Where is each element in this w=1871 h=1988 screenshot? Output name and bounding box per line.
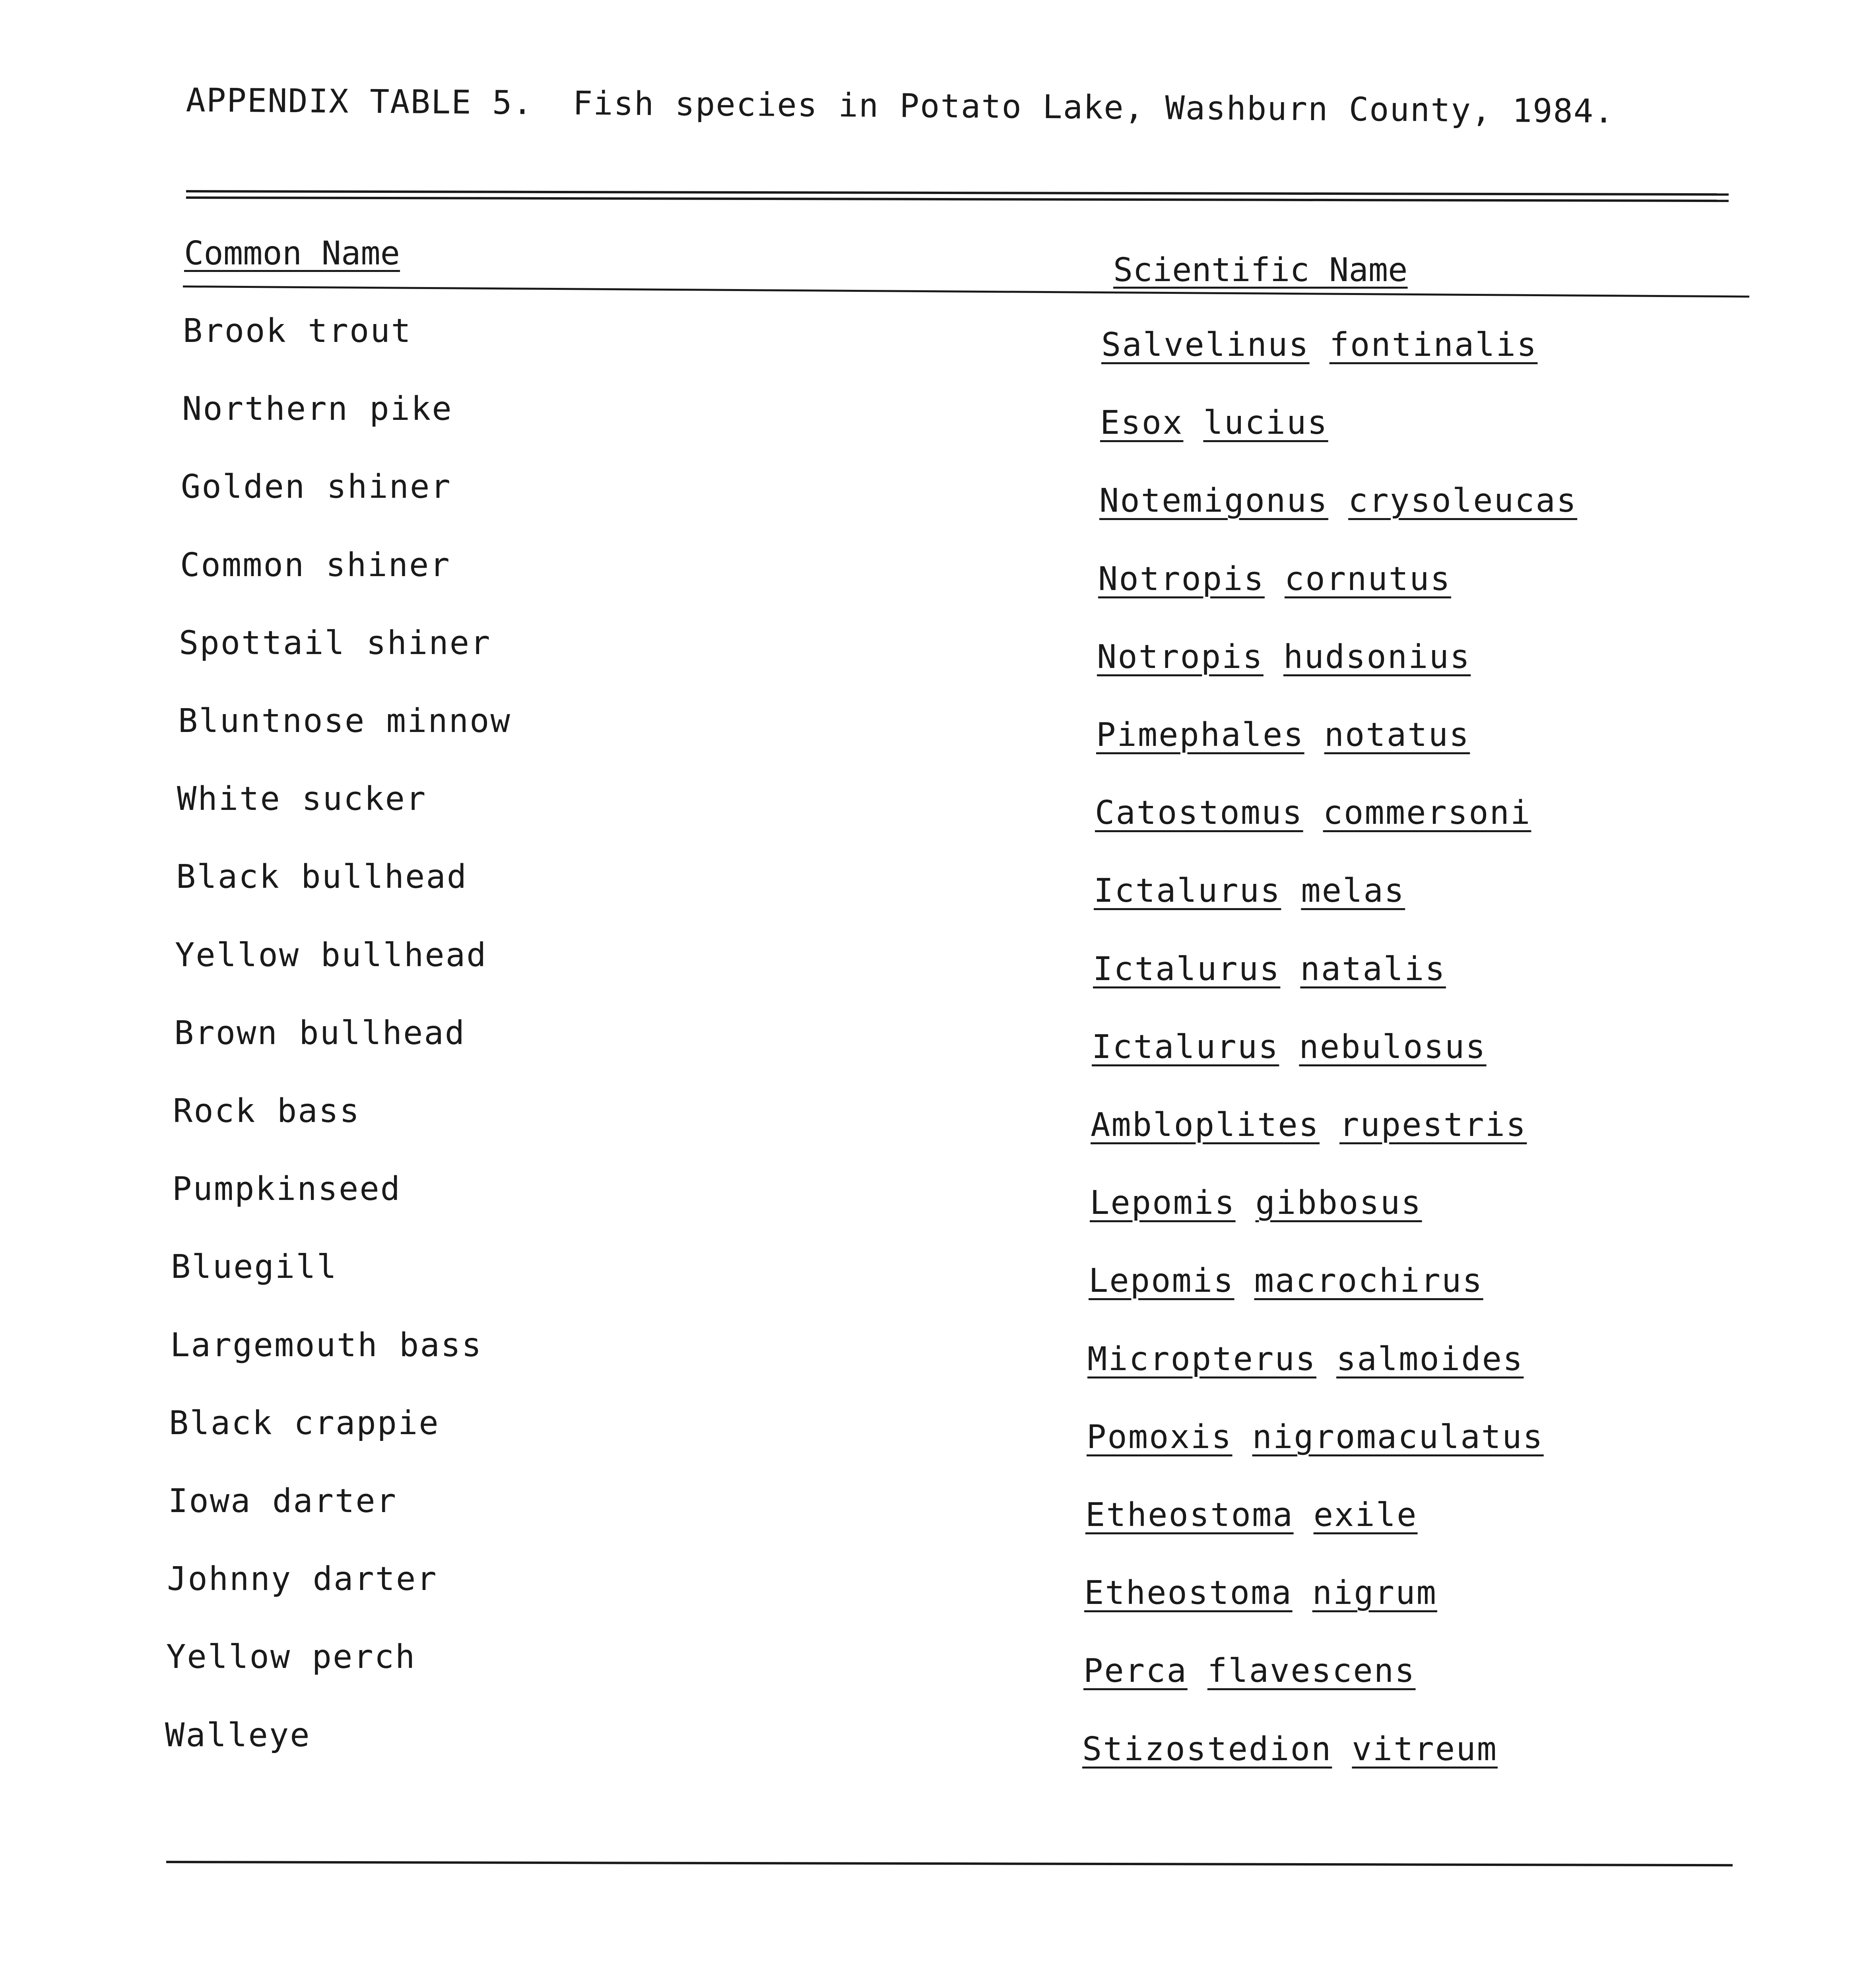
common-name-cell: Pumpkinseed (172, 1170, 402, 1208)
scientific-name-cell (1085, 1496, 1418, 1534)
scientific-name-cell (1090, 1184, 1422, 1222)
genus-name: Pomoxis (1087, 1418, 1232, 1456)
header-rule (183, 285, 1749, 297)
genus-name: Salvelinus (1101, 326, 1310, 364)
species-epithet: lucius (1203, 404, 1328, 442)
scientific-name-cell (1095, 794, 1531, 832)
species-epithet: exile (1313, 1496, 1418, 1534)
species-epithet: gibbosus (1255, 1184, 1422, 1222)
species-epithet: hudsonius (1283, 638, 1471, 676)
genus-name: Ambloplites (1091, 1106, 1320, 1144)
scientific-name-cell (1083, 1652, 1416, 1690)
scientific-name-cell (1097, 638, 1471, 676)
scientific-name-cell (1082, 1730, 1498, 1768)
genus-name: Pimephales (1096, 716, 1304, 754)
bottom-rule (166, 1861, 1733, 1866)
scientific-name-cell (1094, 872, 1405, 910)
table-caption: Fish species in Potato Lake, Washburn County, 1984. (573, 84, 1615, 131)
common-name-cell: Brown bullhead (174, 1014, 466, 1052)
scientific-name-cell (1093, 950, 1446, 988)
species-epithet: cornutus (1284, 560, 1451, 598)
common-name-cell: Common shiner (180, 546, 451, 584)
common-name-cell: Spottail shiner (179, 624, 491, 662)
genus-name: Lepomis (1090, 1184, 1236, 1222)
species-epithet: melas (1301, 872, 1405, 910)
species-epithet: nigrum (1312, 1574, 1437, 1612)
common-name-cell: Yellow perch (166, 1638, 416, 1676)
genus-name: Etheostoma (1085, 1496, 1294, 1534)
genus-name: Ictalurus (1092, 1028, 1279, 1066)
common-name-cell: Rock bass (173, 1092, 361, 1130)
genus-name: Catostomus (1095, 794, 1303, 832)
species-epithet: flavescens (1207, 1652, 1416, 1690)
genus-name: Stizostedion (1082, 1730, 1332, 1768)
common-name-cell: Walleye (165, 1716, 311, 1754)
species-epithet: crysoleucas (1348, 482, 1578, 520)
genus-name: Lepomis (1089, 1262, 1234, 1300)
species-epithet: notatus (1324, 716, 1470, 754)
scientific-name-cell (1096, 716, 1470, 754)
species-epithet: rupestris (1339, 1106, 1527, 1144)
genus-name: Etheostoma (1084, 1574, 1293, 1612)
genus-name: Notemigonus (1099, 482, 1329, 520)
scientific-name-cell (1099, 482, 1577, 520)
scientific-name-cell (1091, 1106, 1527, 1144)
scientific-name-cell (1084, 1574, 1437, 1612)
scientific-name-cell (1101, 326, 1537, 364)
genus-name: Esox (1100, 404, 1184, 442)
genus-name: Ictalurus (1093, 950, 1281, 988)
common-name-cell: Black bullhead (176, 858, 468, 896)
common-name-cell: Largemouth bass (170, 1326, 483, 1364)
scientific-name-cell (1098, 560, 1451, 598)
genus-name: Notropis (1097, 638, 1264, 676)
genus-name: Ictalurus (1094, 872, 1281, 910)
genus-name: Perca (1083, 1652, 1188, 1690)
common-name-cell: Brook trout (183, 312, 412, 350)
scientific-name-cell (1087, 1418, 1544, 1456)
species-epithet: nebulosus (1299, 1028, 1487, 1066)
species-epithet: macrochirus (1254, 1262, 1483, 1300)
common-name-cell: Golden shiner (181, 468, 452, 506)
scientific-name-cell (1092, 1028, 1487, 1066)
common-name-cell: Bluegill (171, 1248, 338, 1286)
common-name-cell: White sucker (177, 780, 427, 818)
species-epithet: commersoni (1323, 794, 1531, 832)
table-title (186, 82, 1615, 130)
common-name-cell: Bluntnose minnow (178, 702, 511, 740)
genus-name: Notropis (1098, 560, 1265, 598)
species-epithet: salmoides (1336, 1340, 1524, 1378)
scientific-name-cell (1087, 1340, 1524, 1378)
header-scientific-name: Scientific Name (1113, 251, 1408, 289)
species-epithet: nigromaculatus (1252, 1418, 1544, 1456)
scientific-name-cell (1100, 404, 1328, 442)
species-epithet: vitreum (1352, 1730, 1498, 1768)
species-epithet: fontinalis (1329, 326, 1538, 364)
common-name-cell: Black crappie (169, 1404, 440, 1442)
common-name-cell: Iowa darter (168, 1482, 398, 1520)
top-double-rule (186, 190, 1729, 203)
common-name-cell: Northern pike (182, 390, 453, 428)
header-common-name: Common Name (184, 235, 400, 272)
species-epithet: natalis (1300, 950, 1446, 988)
common-name-cell: Yellow bullhead (175, 936, 487, 974)
genus-name: Micropterus (1087, 1340, 1317, 1378)
scientific-name-cell (1089, 1262, 1483, 1300)
common-name-cell: Johnny darter (167, 1560, 438, 1598)
table-label: APPENDIX TABLE 5. (186, 82, 534, 122)
